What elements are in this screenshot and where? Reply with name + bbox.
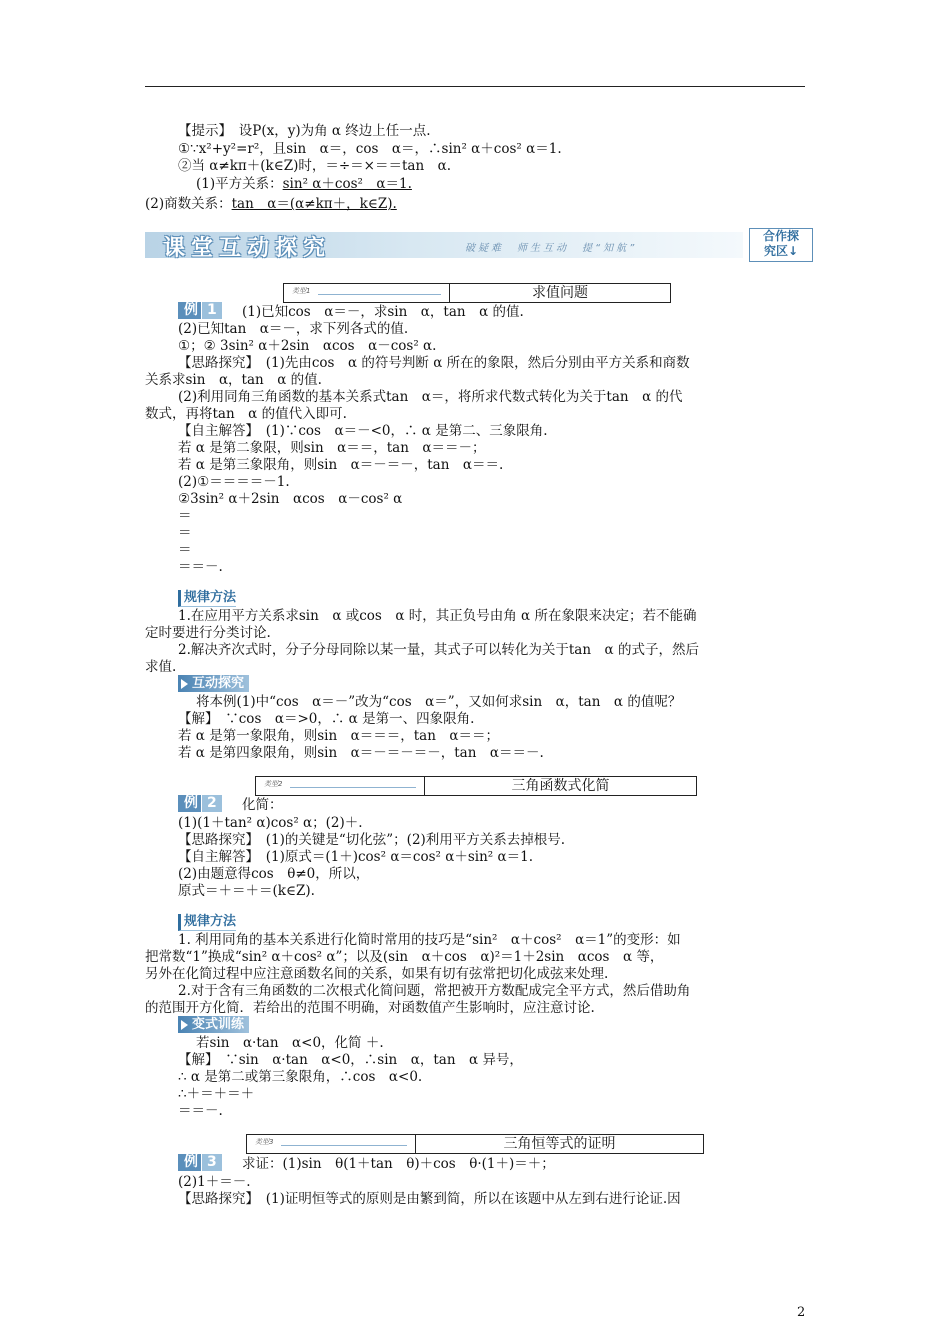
topic-box-1 bbox=[283, 283, 671, 303]
inter-line-3: 若 α 是第一象限角，则sin α＝＝＝，tan α＝＝； bbox=[178, 728, 500, 744]
rule2-line-3: 另外在化简过程中应注意函数名间的关系，如果有切有弦常把切化成弦来处理. bbox=[145, 966, 609, 982]
banner-box-line-1: 合作探 bbox=[762, 229, 799, 243]
rule2-line-5: 的范围开方化简．若给出的范围不明确，对函数值产生影响时，应注意讨论. bbox=[145, 1000, 595, 1016]
hint-line-2: ①∵x²+y²=r²，且sin α＝，cos α＝，∴sin² α＋cos² α＝1. bbox=[178, 141, 562, 157]
example-2-badge bbox=[178, 795, 222, 812]
ex3-q1: 求证：(1)sin θ(1＋tan θ)＋cos θ·(1＋)＝＋； bbox=[242, 1156, 555, 1172]
rule2-line-1: 1. 利用同角的基本关系进行化简时常用的技巧是“sin² α＋cos² α＝1”的变形：如 bbox=[178, 932, 681, 948]
ex1-sol-2: 若 α 是第二象限，则sin α＝＝，tan α＝＝－； bbox=[178, 440, 486, 456]
example-1-badge-text: 例 bbox=[178, 302, 201, 319]
hint-line-5 bbox=[145, 196, 397, 213]
ex1-sol-6: ＝ bbox=[178, 508, 192, 524]
example-2-badge-number: 2 bbox=[202, 795, 222, 812]
rule1-line-4: 求值. bbox=[145, 659, 177, 675]
topic-box-3 bbox=[246, 1134, 704, 1154]
banner-title: 课堂互动探究 bbox=[163, 236, 332, 261]
ex1-think-1: 【思路探究】 (1)先由cos α 的符号判断 α 所在的象限，然后分别由平方关系和商数 bbox=[178, 355, 690, 371]
inter-line-1: 将本例(1)中“cos α＝－”改为“cos α＝”，又如何求sin α，tan α 的值呢？ bbox=[196, 694, 682, 710]
ex1-sol-7: ＝ bbox=[178, 525, 192, 541]
topic-title-3: 三角恒等式的证明 bbox=[503, 1136, 616, 1152]
ex1-think-3: (2)利用同角三角函数的基本关系式tan α＝，将所求代数式转化为关于tan α 的代 bbox=[178, 389, 683, 405]
hint-line-3: ②当 α≠kπ＋(k∈Z)时，＝÷＝×＝＝tan α. bbox=[178, 158, 452, 174]
variant-line-5: ＝＝－. bbox=[178, 1103, 223, 1119]
ex1-sol-3: 若 α 是第三象限角，则sin α＝－＝－，tan α＝＝. bbox=[178, 457, 504, 473]
ex2-sol-2: (2)由题意得cos θ≠0，所以， bbox=[178, 866, 370, 882]
rule1-line-2: 定时要进行分类讨论. bbox=[145, 625, 271, 641]
rule2-line-4: 2.对于含有三角函数的二次根式化简问题，常把被开方数配成完全平方式，然后借助角 bbox=[178, 983, 691, 999]
variant-line-3: ∴ α 是第二或第三象限角，∴cos α<0. bbox=[178, 1069, 423, 1085]
ex1-sol-1: 【自主解答】 (1)∵cos α＝－<0，∴ α 是第二、三象限角. bbox=[178, 423, 548, 439]
page-number: 2 bbox=[797, 1305, 806, 1320]
topic-title-1: 求值问题 bbox=[532, 285, 588, 301]
rule-2-label: 规律方法 bbox=[178, 914, 236, 931]
section-banner bbox=[145, 228, 815, 262]
hint-line-4 bbox=[196, 176, 412, 193]
ex2-q2: (1)(1＋tan² α)cos² α；(2)＋. bbox=[178, 815, 363, 831]
hint-quotient-formula: tan α＝(α≠kπ＋，k∈Z). bbox=[231, 196, 397, 212]
variant-training-badge: 变式训练 bbox=[178, 1016, 249, 1033]
topic-tag-3 bbox=[247, 1135, 416, 1153]
ex2-q1: 化简： bbox=[242, 797, 283, 813]
topic-title-2: 三角函数式化简 bbox=[511, 778, 610, 794]
variant-line-1: 若sin α·tan α<0，化简 ＋. bbox=[196, 1035, 384, 1051]
rule-1-label: 规律方法 bbox=[178, 590, 236, 607]
variant-line-4: ∴＋＝＋＝＋ bbox=[178, 1086, 255, 1102]
inter-line-4: 若 α 是第四象限角，则sin α＝－＝－＝－，tan α＝＝－. bbox=[178, 745, 544, 761]
ex1-q1: (1)已知cos α＝－，求sin α，tan α 的值. bbox=[242, 304, 524, 320]
example-3-badge-text: 例 bbox=[178, 1154, 201, 1171]
hint-square-label: (1)平方关系： bbox=[196, 176, 283, 192]
topic-tag-3-label: 类型3 bbox=[255, 1138, 274, 1146]
example-1-badge-number: 1 bbox=[202, 302, 222, 319]
topic-box-2 bbox=[255, 776, 697, 796]
variant-line-2: 【解】 ∵sin α·tan α<0，∴sin α，tan α 异号， bbox=[178, 1052, 523, 1068]
example-1-badge bbox=[178, 302, 222, 319]
topic-tag-1-label: 类型1 bbox=[292, 287, 311, 295]
ex1-q3: ①；② 3sin² α＋2sin αcos α－cos² α. bbox=[178, 338, 437, 354]
interactive-explore-badge: 互动探究 bbox=[178, 675, 249, 692]
rule1-line-1: 1.在应用平方关系求sin α 或cos α 时，其正负号由角 α 所在象限来决定；若不能确 bbox=[178, 608, 697, 624]
ex3-q2: (2)1＋＝－. bbox=[178, 1174, 251, 1190]
topic-tag-1 bbox=[284, 284, 450, 302]
ex1-sol-9: ＝＝－. bbox=[178, 559, 223, 575]
example-3-badge bbox=[178, 1154, 222, 1171]
hint-line-1: 【提示】 设P(x，y)为角 α 终边上任一点. bbox=[178, 123, 431, 139]
ex2-sol-1: 【自主解答】 (1)原式＝(1＋)cos² α＝cos² α＋sin² α＝1. bbox=[178, 849, 534, 865]
topic-tag-2-label: 类型2 bbox=[264, 780, 283, 788]
hint-square-formula: sin² α＋cos² α＝1. bbox=[282, 176, 412, 192]
ex1-sol-8: ＝ bbox=[178, 542, 192, 558]
ex1-think-4: 数式，再将tan α 的值代入即可. bbox=[145, 406, 347, 422]
hint-quotient-label: (2)商数关系： bbox=[145, 196, 232, 212]
ex2-sol-3: 原式＝＋＝＋＝(k∈Z). bbox=[178, 883, 315, 899]
ex1-think-2: 关系求sin α，tan α 的值. bbox=[145, 372, 322, 388]
ex2-think-1: 【思路探究】 (1)的关键是“切化弦”；(2)利用平方关系去掉根号. bbox=[178, 832, 566, 848]
banner-subtitle: 破疑难 师生互动 提“知航” bbox=[465, 243, 638, 254]
example-3-badge-number: 3 bbox=[202, 1154, 222, 1171]
ex1-q2: (2)已知tan α＝－，求下列各式的值. bbox=[178, 321, 409, 337]
ex1-sol-5: ②3sin² α＋2sin αcos α－cos² α bbox=[178, 491, 403, 507]
example-2-badge-text: 例 bbox=[178, 795, 201, 812]
header-rule bbox=[145, 86, 805, 87]
ex3-think-1: 【思路探究】 (1)证明恒等式的原则是由繁到简，所以在该题中从左到右进行论证.因 bbox=[178, 1191, 681, 1207]
inter-line-2: 【解】 ∵cos α＝>0，∴ α 是第一、四象限角. bbox=[178, 711, 475, 727]
rule2-line-2: 把常数“1”换成“sin² α＋cos² α”；以及(sin α＋cos α)²＝1＋2sin αcos α 等， bbox=[145, 949, 664, 965]
banner-box-line-2: 究区↓ bbox=[763, 244, 799, 258]
ex1-sol-4: (2)①＝＝＝＝－1. bbox=[178, 474, 290, 490]
topic-tag-2 bbox=[256, 777, 425, 795]
banner-zone-box bbox=[749, 228, 813, 262]
rule1-line-3: 2.解决齐次式时，分子分母同除以某一量，其式子可以转化为关于tan α 的式子，然后 bbox=[178, 642, 699, 658]
